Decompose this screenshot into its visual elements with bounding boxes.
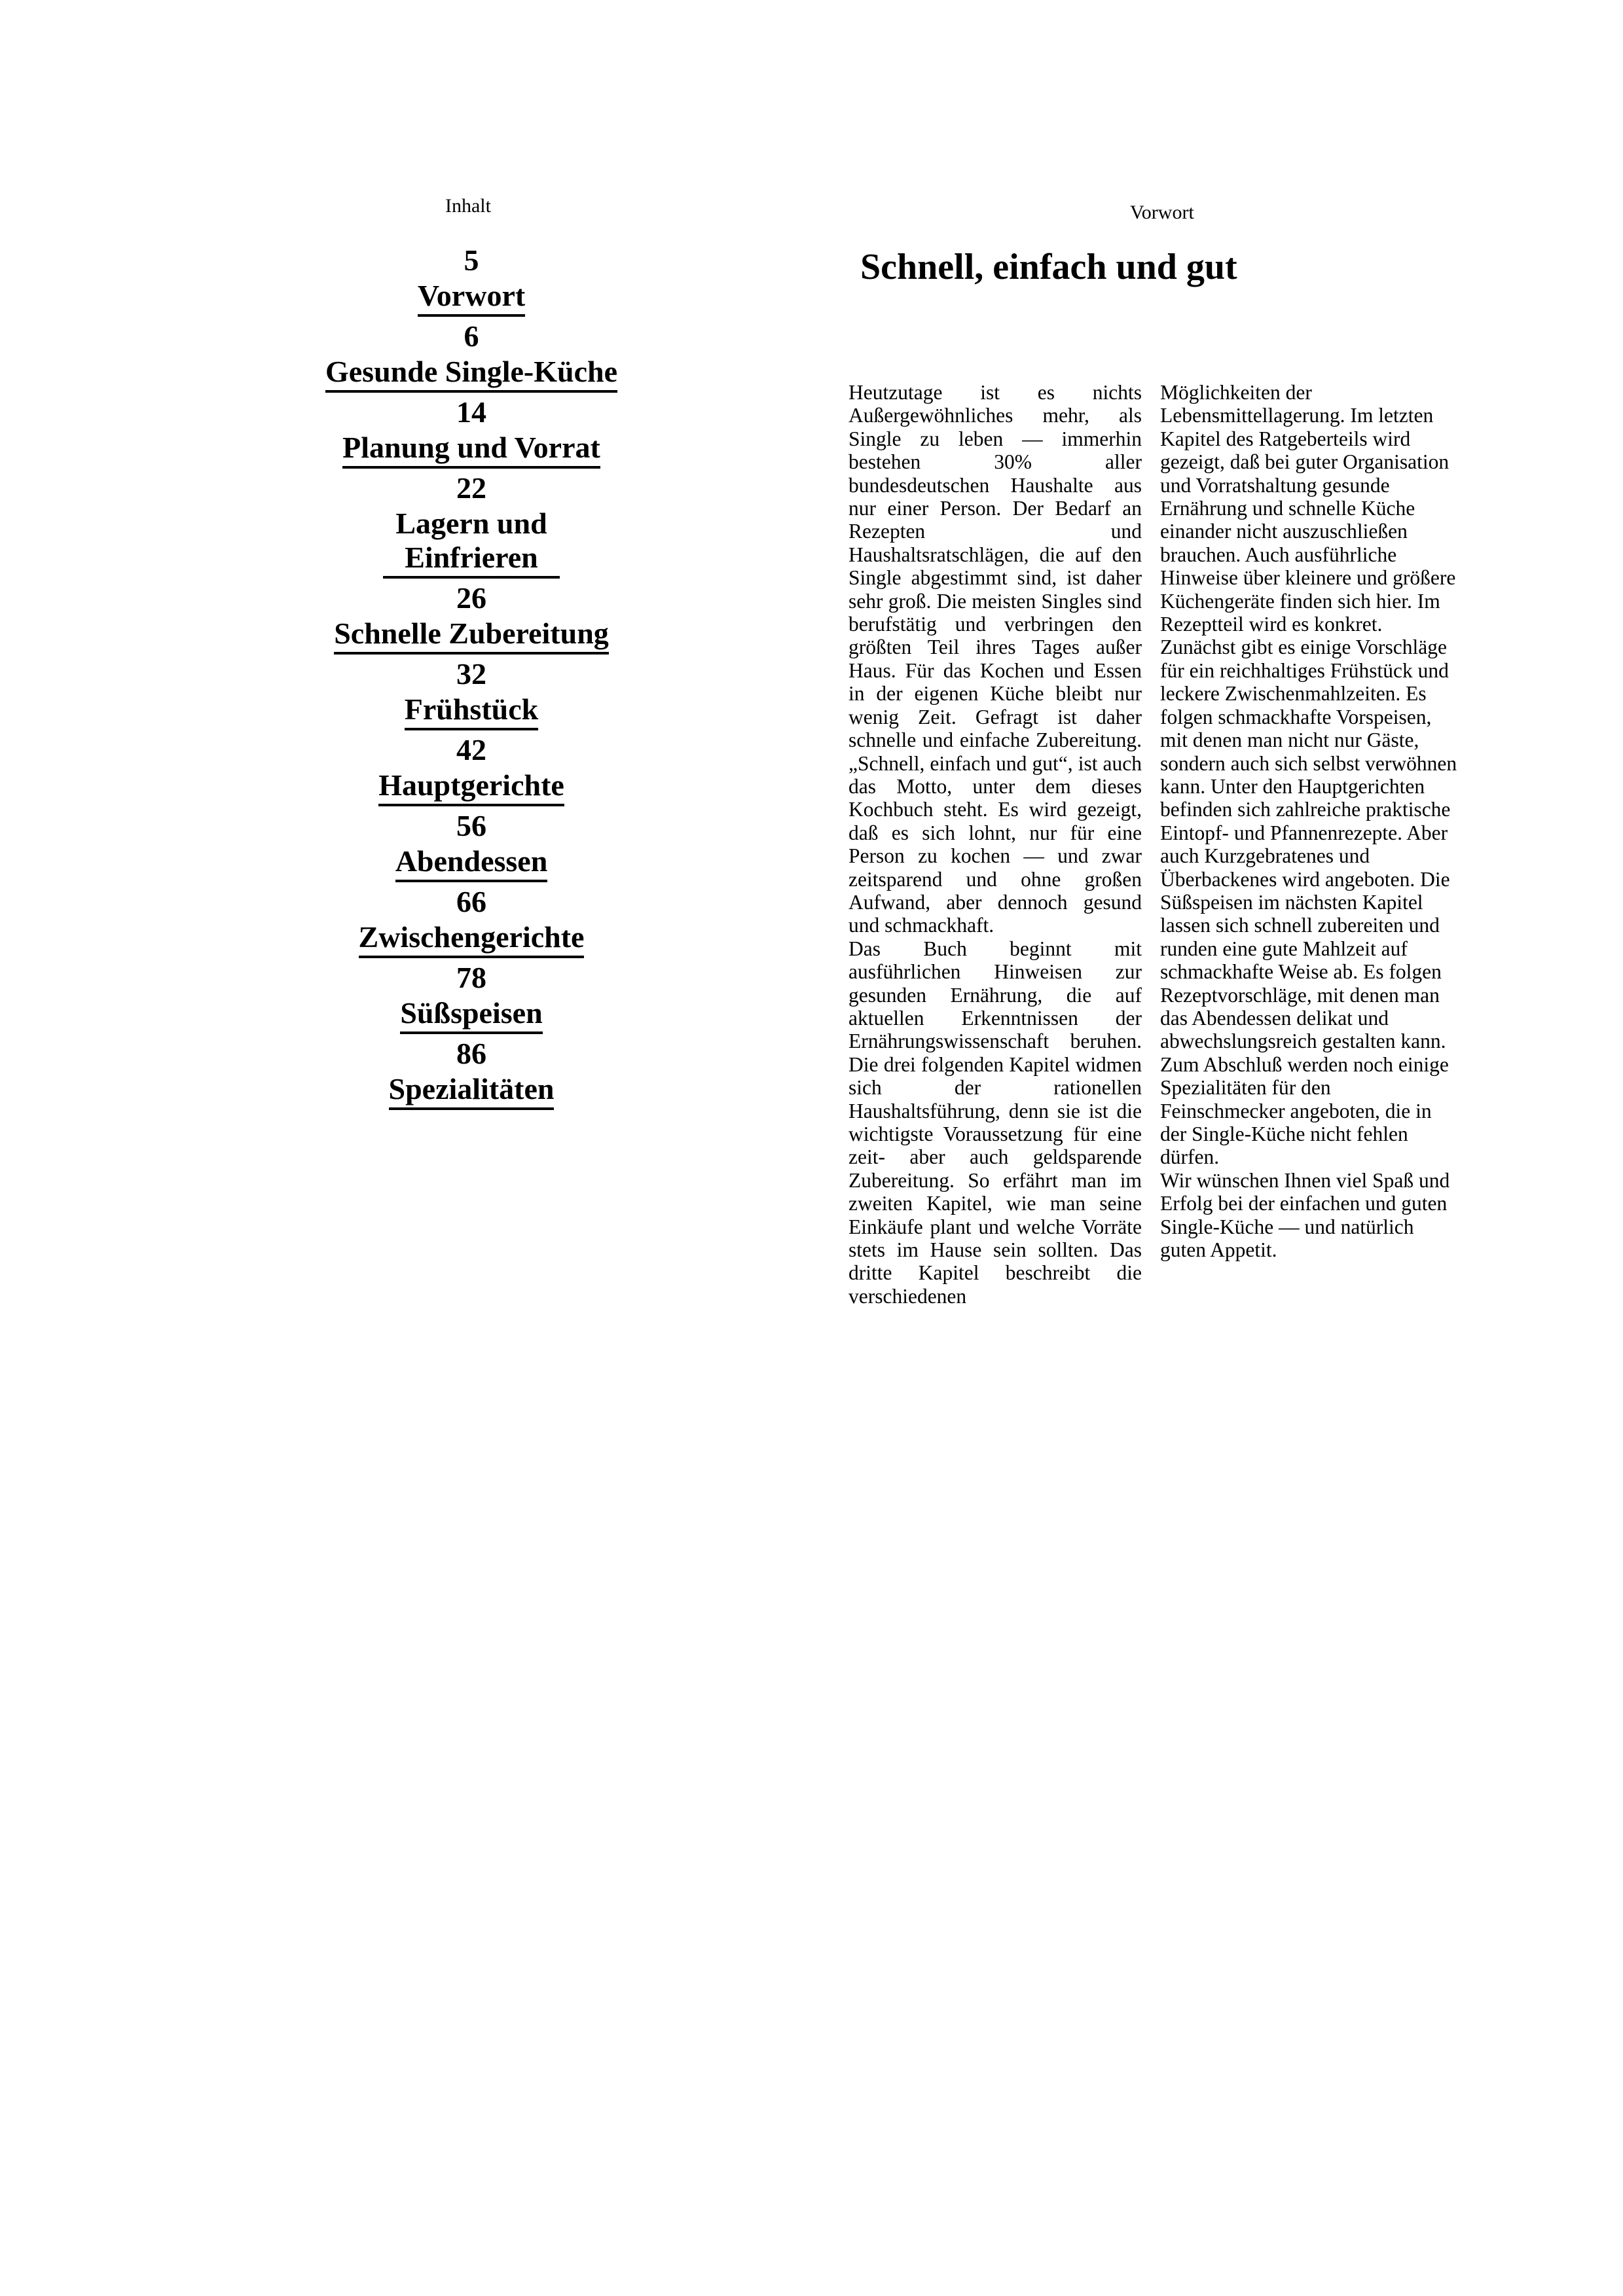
toc-title[interactable]: Süßspeisen [400, 996, 542, 1034]
text-column-right [1160, 381, 1457, 1261]
toc-page-number: 22 [456, 471, 486, 505]
toc-title[interactable]: Vorwort [418, 279, 525, 317]
toc-page-number: 42 [456, 733, 486, 766]
toc-title[interactable]: Planung und Vorrat [342, 431, 600, 469]
toc-entry-spezialitaeten[interactable] [275, 1035, 668, 1111]
toc-page-number: 32 [456, 657, 486, 691]
toc-page-number: 5 [464, 243, 479, 277]
paragraph: Wir wünschen Ihnen viel Spaß und Erfolg bei der einfachen und guten Single-Küche — und natürlich guten Appetit. [1160, 1168, 1450, 1262]
toc-entry-hauptgerichte[interactable] [275, 732, 668, 808]
toc-title[interactable]: Gesunde Single-Küche [325, 355, 617, 393]
toc-heading: Inhalt [445, 195, 491, 217]
toc-title[interactable]: Abendessen [395, 844, 548, 882]
toc-page-number: 78 [456, 961, 486, 994]
toc-title[interactable]: Lagern und Einfrieren [383, 507, 560, 579]
toc-entry-vorwort[interactable] [275, 242, 668, 318]
toc-entry-schnelle-zubereitung[interactable] [275, 580, 668, 656]
toc-title[interactable]: Zwischengerichte [359, 920, 585, 958]
section-label: Vorwort [1130, 202, 1194, 223]
toc-title[interactable]: Hauptgerichte [378, 768, 564, 806]
toc-title[interactable]: Spezialitäten [389, 1072, 555, 1110]
toc-entry-abendessen[interactable] [275, 808, 668, 884]
paragraph: Möglichkeiten der Lebensmittellagerung. Im letzten Kapitel des Ratgeberteils wird gezeigt, daß bei guter Organisation und Vorratshaltung gesunde Ernährung und schnelle Küche einander nicht auszuschließen brauchen. Auch ausführliche Hinweise über kleinere und größere Küchengeräte finden sich hier. Im Rezeptteil wird es konkret. Zunächst gibt es einige Vorschläge für ein reichhaltiges Frühstück und leckere Zwischenmahlzeiten. Es folgen schmackhafte Vorspeisen, mit denen man nicht nur Gäste, sondern auch sich selbst verwöhnen kann. Unter den Hauptgerichten befinden sich zahlreiche praktische Eintopf- und Pfannenrezepte. Aber auch Kurzgebratenes und Überbackenes wird angeboten. Die Süßspeisen im nächsten Kapitel lassen sich schnell zubereiten und runden eine gute Mahlzeit auf schmackhafte Weise ab. Es folgen Rezeptvorschläge, mit denen man das Abendessen delikat und abwechslungsreich gestalten kann. Zum Abschluß werden noch einige Spezialitäten für den Feinschmecker angeboten, die in der Single-Küche nicht fehlen dürfen. [1160, 381, 1457, 1169]
toc-page-number: 14 [456, 395, 486, 429]
toc-title[interactable]: Frühstück [405, 692, 538, 730]
toc-page-number: 56 [456, 809, 486, 842]
toc-entry-lagern-und-einfrieren[interactable] [275, 470, 668, 580]
toc-entry-planung-und-vorrat[interactable] [275, 394, 668, 470]
toc-page-number: 66 [456, 885, 486, 918]
toc-page-number: 26 [456, 581, 486, 615]
text-column-left [848, 381, 1142, 1308]
toc-page-number: 6 [464, 319, 479, 353]
table-of-contents [275, 242, 668, 1111]
paragraph: Das Buch beginnt mit ausführlichen Hinweisen zur gesunden Ernährung, die auf aktuellen Erkenntnissen der Ernährungswissenschaft beruhen. Die drei folgenden Kapitel widmen sich der rationellen Haushaltsführung, denn sie ist die wichtigste Voraussetzung für eine zeit- aber auch geldsparende Zubereitung. So erfährt man im zweiten Kapitel, wie man seine Einkäufe plant und welche Vorräte stets im Hause sein sollten. Das dritte Kapitel beschreibt die verschiedenen [848, 937, 1142, 1308]
toc-title[interactable]: Schnelle Zubereitung [334, 617, 609, 655]
toc-entry-gesunde-single-kueche[interactable] [275, 318, 668, 394]
toc-entry-suessspeisen[interactable] [275, 960, 668, 1035]
toc-entry-fruehstueck[interactable] [275, 656, 668, 732]
toc-page-number: 86 [456, 1037, 486, 1070]
page-title: Schnell, einfach und gut [860, 247, 1237, 287]
paragraph: Heutzutage ist es nichts Außergewöhnliches mehr, als Single zu leben — immerhin bestehen 30% aller bundesdeutschen Haushalte aus nur einer Person. Der Bedarf an Rezepten und Haushaltsratschlägen, die auf den Single abgestimmt sind, ist daher sehr groß. Die meisten Singles sind berufstätig und verbringen den größten Teil ihres Tages außer Haus. Für das Kochen und Essen in der eigenen Küche bleibt nur wenig Zeit. Gefragt ist daher schnelle und einfache Zubereitung. „Schnell, einfach und gut“, ist auch das Motto, unter dem dieses Kochbuch steht. Es wird gezeigt, daß es sich lohnt, nur für eine Person zu kochen — und zwar zeitsparend und ohne großen Aufwand, aber dennoch gesund und schmackhaft. [848, 381, 1142, 937]
toc-entry-zwischengerichte[interactable] [275, 884, 668, 960]
